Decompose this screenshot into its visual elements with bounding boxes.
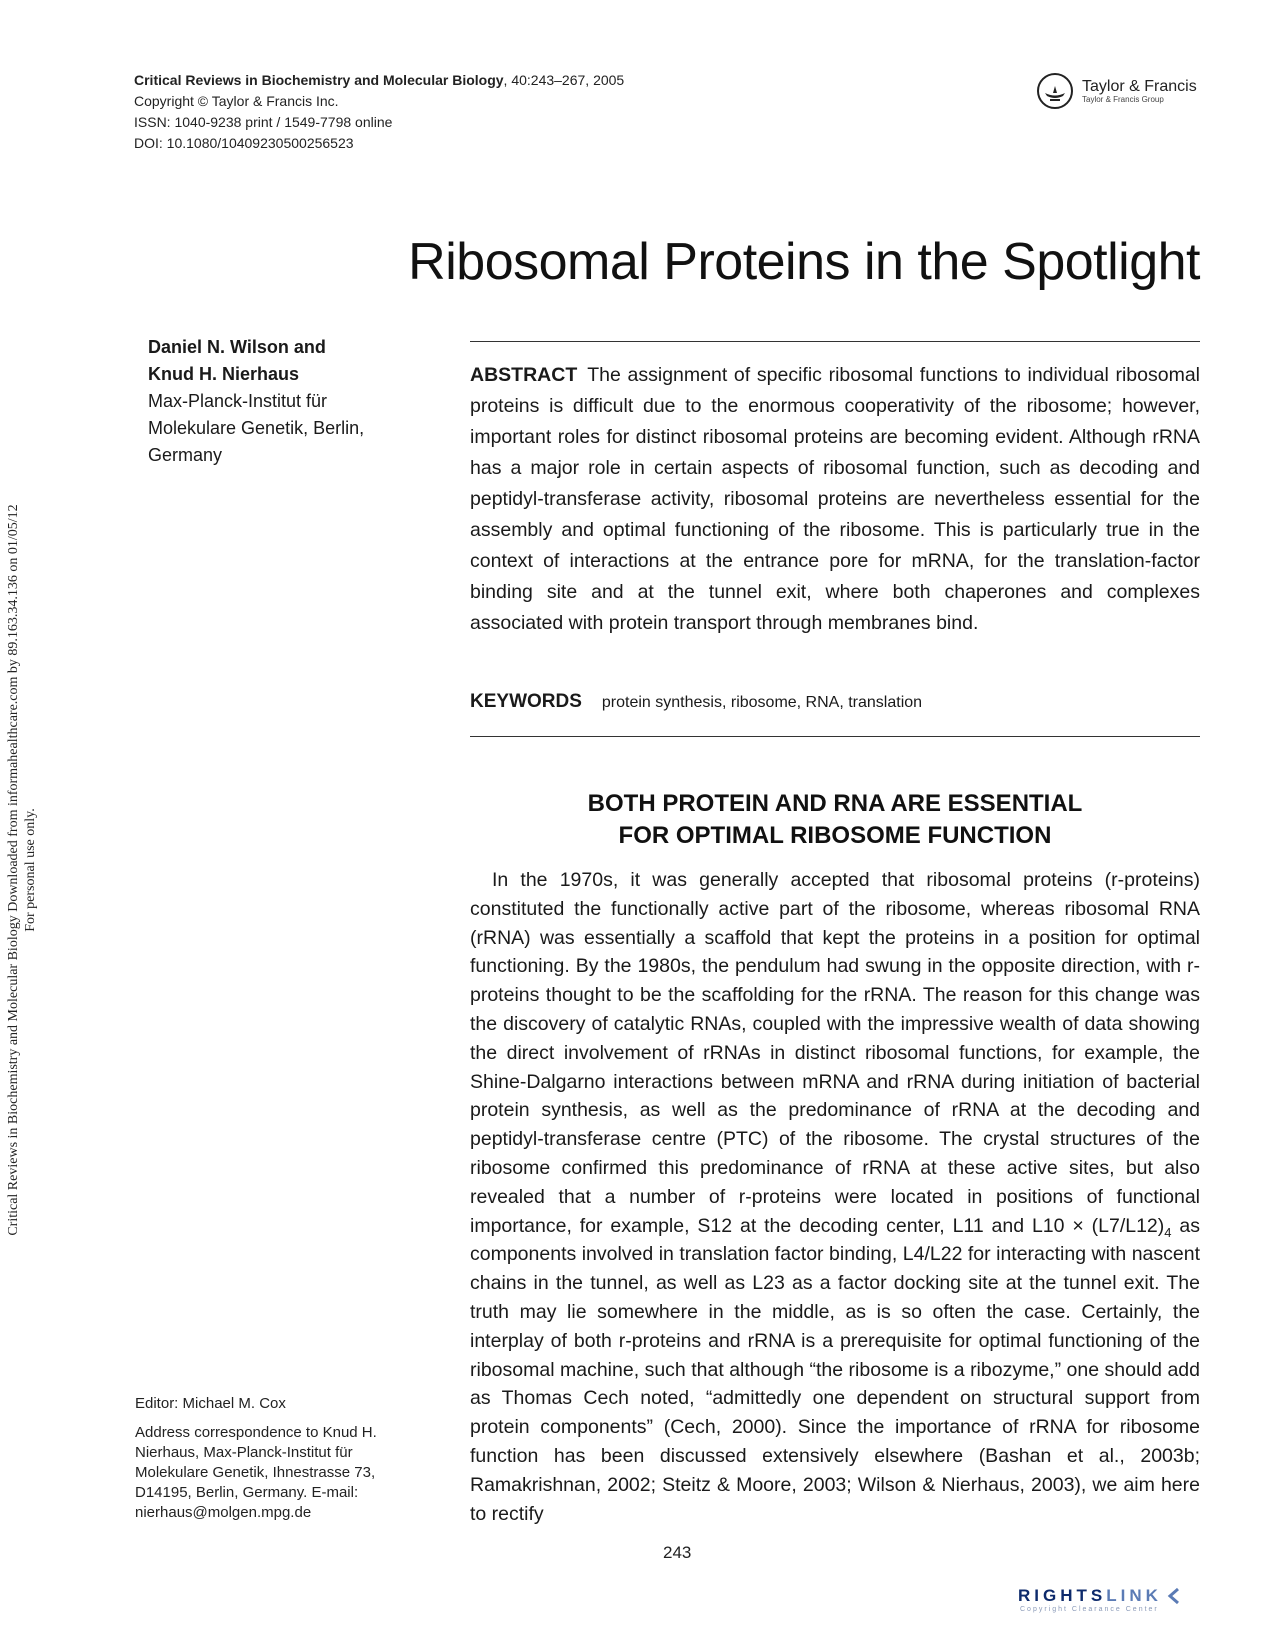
doi-line: DOI: 10.1080/10409230500256523: [134, 135, 354, 151]
journal-name: Critical Reviews in Biochemistry and Molecular Biology: [134, 72, 504, 88]
issn-line: ISSN: 1040-9238 print / 1549-7798 online: [134, 114, 393, 130]
section-heading-line-2: FOR OPTIMAL RIBOSOME FUNCTION: [618, 822, 1052, 849]
page-number: 243: [663, 1543, 692, 1562]
journal-volume: , 40:243–267, 2005: [503, 72, 625, 88]
lamp-logo-icon: [1036, 72, 1074, 110]
rightslink-word-b: LINK: [1106, 1586, 1162, 1605]
journal-header: [134, 70, 624, 154]
publisher-name: Taylor & Francis: [1082, 77, 1197, 95]
author-line-1: Daniel N. Wilson and: [148, 337, 326, 357]
rightslink-logo[interactable]: [1018, 1586, 1182, 1613]
chevron-left-icon: [1166, 1587, 1182, 1605]
affiliation-line-3: Germany: [148, 445, 223, 465]
rightslink-wordmark: [1018, 1586, 1162, 1606]
article-title: Ribosomal Proteins in the Spotlight: [408, 233, 1200, 291]
editor-line: Editor: Michael M. Cox: [135, 1395, 286, 1412]
rightslink-tagline: Copyright Clearance Center: [1020, 1606, 1159, 1613]
section-heading-line-1: BOTH PROTEIN AND RNA ARE ESSENTIAL: [587, 790, 1083, 817]
keywords: [470, 688, 922, 717]
publisher-logo: [1036, 72, 1197, 110]
abstract-label: ABSTRACT: [470, 364, 578, 386]
author-block: [148, 334, 364, 469]
author-line-2: Knud H. Nierhaus: [148, 364, 300, 384]
affiliation-line-1: Max-Planck-Institut für: [148, 391, 328, 411]
keywords-values: protein synthesis, ribosome, RNA, translation: [601, 694, 923, 711]
body-paragraph: [470, 866, 1200, 1528]
abstract: [470, 360, 1200, 639]
keywords-label: KEYWORDS: [470, 691, 582, 712]
copyright-line: Copyright © Taylor & Francis Inc.: [134, 93, 339, 109]
journal-citation: [134, 70, 624, 91]
correspondence-address: Address correspondence to Knud H. Nierhaus, Max-Planck-Institut für Molekulare Genetik, Ihnestrasse 73, D14195, Berlin, Germany. E-mail: nierhaus@molgen.mpg.de: [135, 1424, 377, 1521]
abstract-text: The assignment of specific ribosomal functions to individual ribosomal proteins is difficult due to the enormous cooperativity of the ribosome; however, important roles for distinct ribosomal proteins are becoming evident. Although rRNA has a major role in certain aspects of ribosomal function, such as decoding and peptidyl-transferase activity, ribosomal proteins are nevertheless essential for the assembly and optimal functioning of the ribosome. This is particularly true in the context of interactions at the entrance pore for mRNA, for the translation-factor binding site and at the tunnel exit, where both chaperones and complexes associated with protein transport through membranes bind.: [470, 364, 1200, 634]
abstract-bottom-rule: [470, 736, 1200, 737]
download-watermark: [5, 504, 39, 1235]
affiliation-line-2: Molekulare Genetik, Berlin,: [148, 418, 365, 438]
watermark-line-1: Critical Reviews in Biochemistry and Molecular Biology Downloaded from informahealthcare.com by 89.163.34.136 on 01/05/12: [6, 504, 21, 1236]
watermark-line-2: For personal use only.: [23, 808, 38, 932]
publisher-group: Taylor & Francis Group: [1082, 94, 1164, 104]
body-text-part-1: In the 1970s, it was generally accepted that ribosomal proteins (r-proteins) constituted the functionally active part of the ribosome, whereas ribosomal RNA (rRNA) was essentially a scaffold that kept the proteins in a position for optimal functioning. By the 1980s, the pendulum had swung in the opposite direction, with r-proteins thought to be the scaffolding for the rRNA. The reason for this change was the discovery of catalytic RNAs, coupled with the impressive wealth of data showing the direct involvement of rRNAs in distinct ribosomal functions, for example, the Shine-Dalgarno interactions between mRNA and rRNA during initiation of bacterial protein synthesis, as well as the predominance of rRNA at the decoding and peptidyl-transferase centre (PTC) of the ribosome. The crystal structures of the ribosome confirmed this predominance of rRNA at these active sites, but also revealed that a number of r-proteins were located in positions of functional importance, for example, S12 at the decoding center, L11 and L10 × (L7/L12): [470, 869, 1200, 1237]
rightslink-word-a: RIGHTS: [1018, 1586, 1107, 1605]
body-text-part-2: as components involved in translation factor binding, L4/L22 for interacting with nascent chains in the tunnel, as well as L23 as a factor docking site at the tunnel exit. The truth may lie somewhere in the middle, as is so often the case. Certainly, the interplay of both r-proteins and rRNA is a prerequisite for optimal functioning of the ribosomal machine, such that although “the ribosome is a ribozyme,” one should add as Thomas Cech noted, “admittedly one dependent on structural support from protein components” (Cech, 2000). Since the importance of rRNA for ribosome function has been discussed extensively elsewhere (Bashan et al., 2003b; Ramakrishnan, 2002; Steitz & Moore, 2003; Wilson & Nierhaus, 2003), we aim here to rectify: [470, 1214, 1200, 1525]
section-heading: [470, 788, 1200, 852]
body-subscript: 4: [1164, 1224, 1172, 1240]
abstract-top-rule: [470, 341, 1200, 342]
